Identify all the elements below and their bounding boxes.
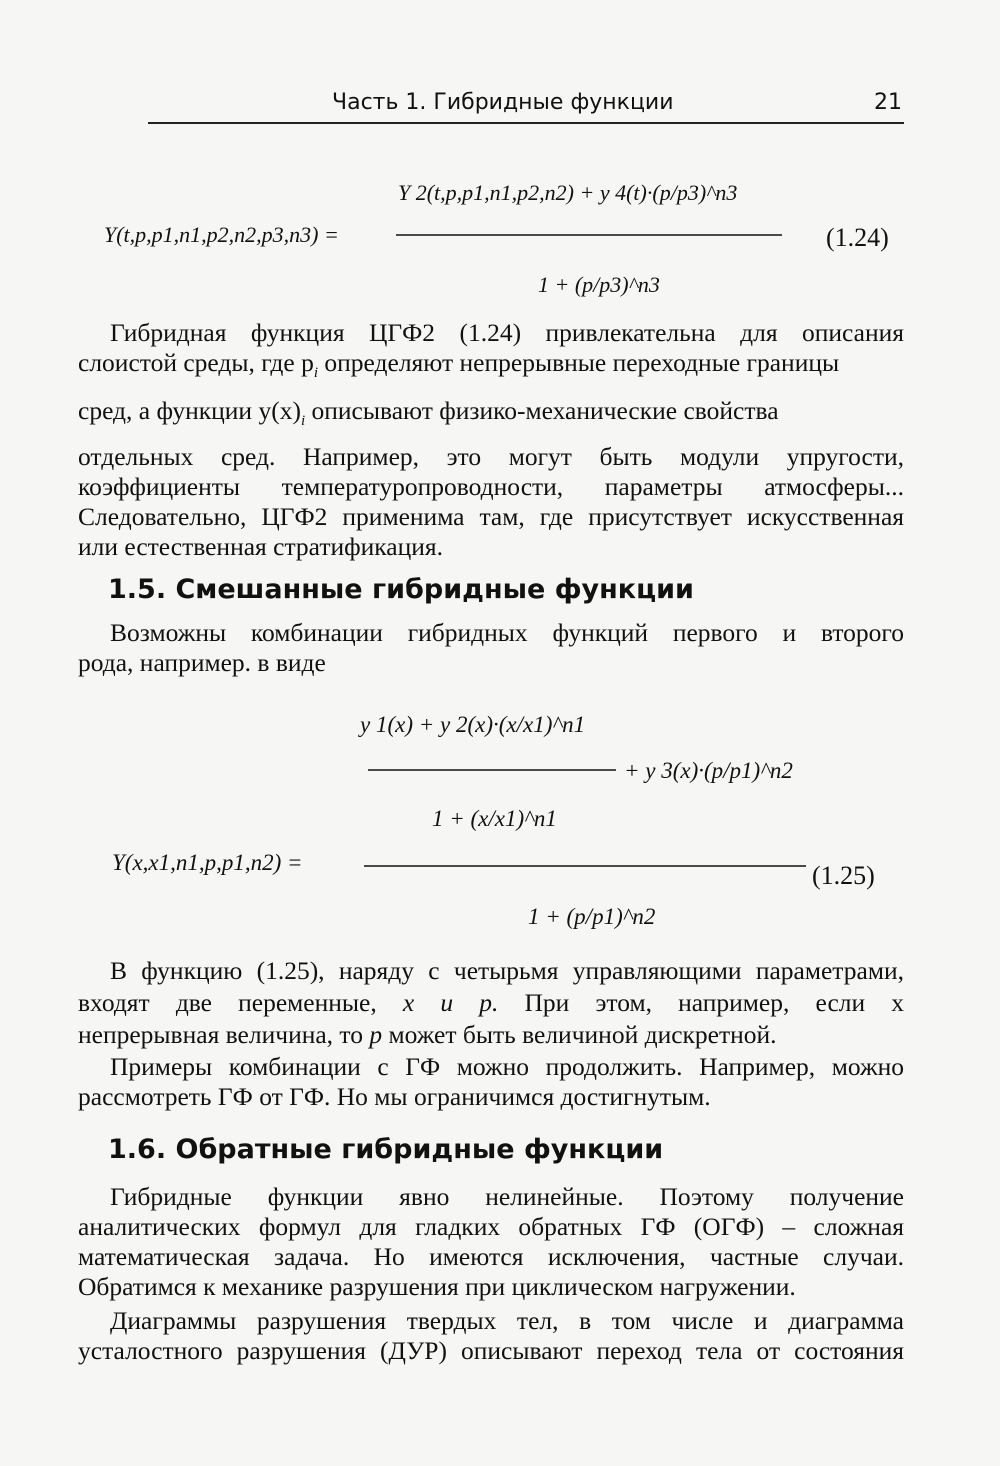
para1-line-3 [78,396,904,436]
s16-line-3: математическая задача. Но имеются исключения, частные случаи. [78,1242,904,1271]
para1-line-4: отдельных сред. Например, это могут быть модули упругости, [78,442,904,472]
para2-line-3 [78,1020,904,1050]
para2-vars: x и p. [402,988,499,1017]
s16-line-4: Обратимся к механике разрушения при циклическом нагружении. [78,1272,796,1301]
paragraph-1 [78,318,904,562]
section-1-6-paragraph-2 [78,1306,904,1366]
para2-line-2-rest: При этом, например, если x [524,988,905,1017]
eq-1-24-lhs: Y(t,p,p1,n1,p2,n2,p3,n3) = [104,222,339,247]
eq-1-24-numerator: Y 2(t,p,p1,n1,p2,n2) + y 4(t)·(p/p3)^n3 [398,180,738,205]
eq-1-25-inner-denominator: 1 + (x/x1)^n1 [432,806,557,831]
para3-line-2: рассмотреть ГФ от ГФ. Но мы ограничимся достигнутым. [78,1082,711,1111]
running-head [148,88,904,124]
para1-line-2-rest: определяют непрерывные переходные границы [318,348,840,377]
para2-line-2-start: входят две переменные, [78,988,377,1017]
section-1-5-heading: 1.5. Смешанные гибридные функции [108,574,694,605]
para2-line-3-start: непрерывная величина, то [78,1020,363,1049]
para2-line-2 [78,988,904,1018]
eq-1-24-number: (1.24) [826,223,889,252]
para1-line-2-start: слоистой среды, где p [78,348,314,377]
para3-line-1: Примеры комбинации с ГФ можно продолжить. Например, можно [110,1052,904,1081]
paragraph-3 [78,1052,904,1112]
intro-line-1: Возможны комбинации гибридных функций первого и второго [110,618,904,647]
eq-1-25-lhs: Y(x,x1,n1,p,p1,n2) = [112,850,303,875]
s16-line-2: аналитических формул для гладких обратных ГФ (ОГФ) – сложная [78,1212,904,1241]
para1-line-3-rest: описывают физико-механические свойства [305,396,779,426]
page-number: 21 [874,90,902,115]
eq-1-25-plus-term: + y 3(x)·(p/p1)^n2 [624,758,793,783]
section-1-5-intro [78,618,904,678]
paragraph-2 [78,956,904,1050]
para2-line-1: В функцию (1.25), наряду с четырьмя управляющими параметрами, [110,956,904,985]
subscript-i: i [300,413,306,430]
s16-p2-line-2: усталостного разрушения (ДУР) описывают переход тела от состояния [78,1336,904,1365]
para1-line-3-start: сред, а функции y(x) [78,396,301,426]
s16-p2-line-1: Диаграммы разрушения твердых тел, в том числе и диаграмма [110,1306,904,1335]
eq-1-24-denominator: 1 + (p/p3)^n3 [538,272,660,297]
para2-var-p: p [369,1020,383,1049]
chapter-title: Часть 1. Гибридные функции [332,90,674,115]
para2-line-3-rest: может быть величиной дискретной. [388,1020,777,1049]
subscript-i: i [313,365,319,382]
para1-line-1: Гибридная функция ЦГФ2 (1.24) привлекательна для описания [110,318,904,347]
section-1-6-heading: 1.6. Обратные гибридные функции [108,1134,664,1165]
para1-line-6: Следовательно, ЦГФ2 применима там, где присутствует искусственная [78,502,904,532]
section-1-6-paragraph-1 [78,1182,904,1302]
eq-1-25-inner-numerator: y 1(x) + y 2(x)·(x/x1)^n1 [360,712,586,737]
intro-line-2: рода, например. в виде [78,648,326,677]
para1-line-7: или естественная стратификация. [78,532,444,562]
eq-1-25-number: (1.25) [812,861,875,890]
eq-1-25-denominator: 1 + (p/p1)^n2 [528,904,656,929]
para1-line-2 [78,348,904,388]
s16-line-1: Гибридные функции явно нелинейные. Поэтому получение [110,1182,904,1211]
para1-line-5: коэффициенты температуропроводности, параметры атмосферы... [78,472,904,502]
